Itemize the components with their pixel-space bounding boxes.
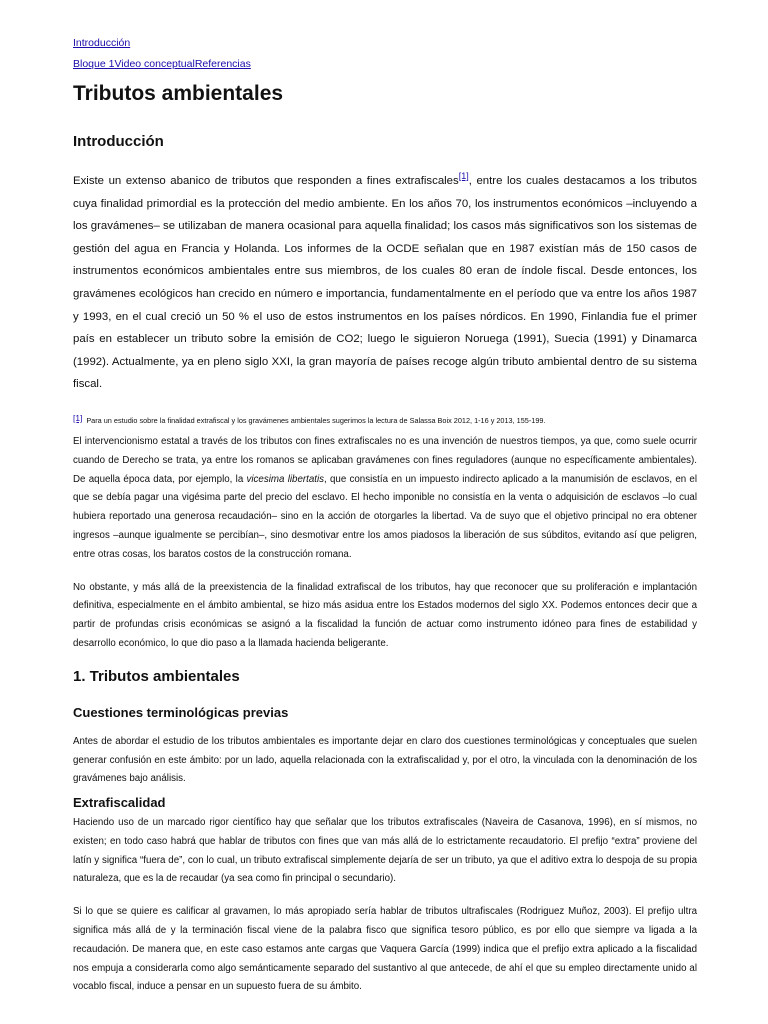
paragraph-text: El intervencionismo estatal a través de los tributos con fines extrafiscales no es una invención de nuestros tiempos, ya que, como suele ocurrir cuando de Derecho se trata, ya entre los romanos se aplicaban gravámenes con fines reguladores (aunque no específicamente ambientales). De aquella época data, por ejemplo, la <box>73 435 697 485</box>
intro-heading: Introducción <box>73 133 164 150</box>
footnote-text: Para un estudio sobre la finalidad extrafiscal y los gravámenes ambientales sugerimos la lectura de Salassa Boix 2012, 1-16 y 2013, 155-199. <box>86 415 546 425</box>
toc-link-referencias[interactable]: Referencias <box>194 58 251 70</box>
toc-link-bloque-1[interactable]: Bloque 1 <box>73 58 115 70</box>
toc-link-introduccion[interactable]: Introducción <box>73 37 131 49</box>
paragraph-extrafiscalidad: Haciendo uso de un marcado rigor científico hay que señalar que los tributos extrafiscales (Naveira de Casanova, 1996), en sí mismos, no existen; en todo caso habrá que hablar de tributos con fines que van más allá de lo estrictamente recaudatorio. El prefijo “extra” proviene del latín y significa “fuera de”, con lo cual, un tributo extrafiscal simplemente dejaría de ser un tributo, ya que el aditivo extra lo despoja de su propia naturaleza, que es la de recaudar (ya sea como fin principal o secundario). <box>73 817 697 885</box>
toc-row <box>73 54 697 72</box>
page-title: Tributos ambientales <box>73 82 284 105</box>
subheading-extrafiscalidad: Extrafiscalidad <box>73 795 166 811</box>
latin-term: vicesima libertatis <box>246 473 325 485</box>
intro-paragraph <box>73 170 697 396</box>
footnote-label-link[interactable]: [1] <box>73 412 83 423</box>
subheading-cuestiones-terminologicas: Cuestiones terminológicas previas <box>73 704 289 720</box>
toc-link-video-conceptual[interactable]: Video conceptual <box>114 58 195 70</box>
paragraph-antes-de-abordar: Antes de abordar el estudio de los tributos ambientales es importante dejar en claro dos cuestiones terminológicas y conceptuales que suelen generar confusión en este ámbito: por un lado, aquella relacionada con la extrafiscalidad y, por el otro, la vinculada con la denominación de los gravámenes bajo análisis. <box>73 735 697 785</box>
footnote-reference-link[interactable]: [1] <box>458 171 469 182</box>
footnote <box>73 412 697 427</box>
paragraph-text: , que consistía en un impuesto indirecto aplicado a la manumisión de esclavos, en el que se debía pagar una vigésima parte del precio del esclavo. El hecho imponible no consistía en la venta o adquisición de esclavos –lo cual hubiera reportado una generosa recaudación– sino en la acción de otorgarles la libertad. Va de suyo que el objetivo principal no era obtener ingresos –aunque igualmente se percibían–, sino desmotivar entre los amos piadosos la liberación de sus súbditos, evitando así que peligren, entre otras cosas, los baratos costos de la construcción romana. <box>73 473 698 560</box>
paragraph-intervencionismo <box>73 433 697 565</box>
paragraph-no-obstante: No obstante, y más allá de la preexistencia de la finalidad extrafiscal de los tributos, hay que reconocer que su proliferación e implantación definitiva, especialmente en el ámbito ambiental, se hizo más asidua entre los Estados modernos del siglo XX. Podemos entonces decir que a partir de profundas crisis económicas se asignó a la fiscalidad la función de actuar como instrumento idóneo para fines de estabilidad y desarrollo económico, lo que dio paso a la llamada hacienda beligerante. <box>73 581 697 649</box>
intro-text-2: , entre los cuales destacamos a los tributos cuya finalidad primordial es la protección del medio ambiente. En los años 70, los instrumentos económicos –incluyendo a los gravámenes– se utilizaban de manera ocasional para aquella finalidad; los casos más significativos son los sistemas de gestión del agua en Francia y Holanda. Los informes de la OCDE señalan que en 1987 existían más de 150 casos de instrumentos económicos ambientales entre sus miembros, de los cuales 80 eran de índole fiscal. Desde entonces, los gravámenes ecológicos han crecido en número e importancia, fundamentalmente en el período que va entre los años 1987 y 1993, en el cual creció un 50 % el uso de estos instrumentos en los países nórdicos. En 1990, Finlandia fue el primer país en establecer un tributo sobre la emisión de CO2; luego le siguieron Noruega (1991), Suecia (1991) y Dinamarca (1992). Actualmente, ya en pleno siglo XXI, la gran mayoría de países recoge algún tributo ambiental dentro de su sistema fiscal. <box>73 175 697 391</box>
paragraph-ultrafiscales: Si lo que se quiere es calificar al gravamen, lo más apropiado sería hablar de tributos ultrafiscales (Rodriguez Muñoz, 2003). El prefijo ultra significa más allá de y la terminación fiscal viene de la palabra fisco que significa tesoro público, es por ello que siempre va ligada a la recaudación. De manera que, en este caso estamos ante cargas que Vaquera García (1999) indica que el prefijo extra aplicado a la fiscalidad nos empuja a considerarla como algo semánticamente separado del sustantivo al que antecede, de ahí el que su empleo directamente unido al vocablo fiscal, induce a pensar en un supuesto fuera de su ámbito. <box>73 906 697 993</box>
intro-text-1: Existe un extenso abanico de tributos que responden a fines extrafiscales <box>73 175 459 187</box>
section-heading-tributos-ambientales: 1. Tributos ambientales <box>73 667 240 685</box>
